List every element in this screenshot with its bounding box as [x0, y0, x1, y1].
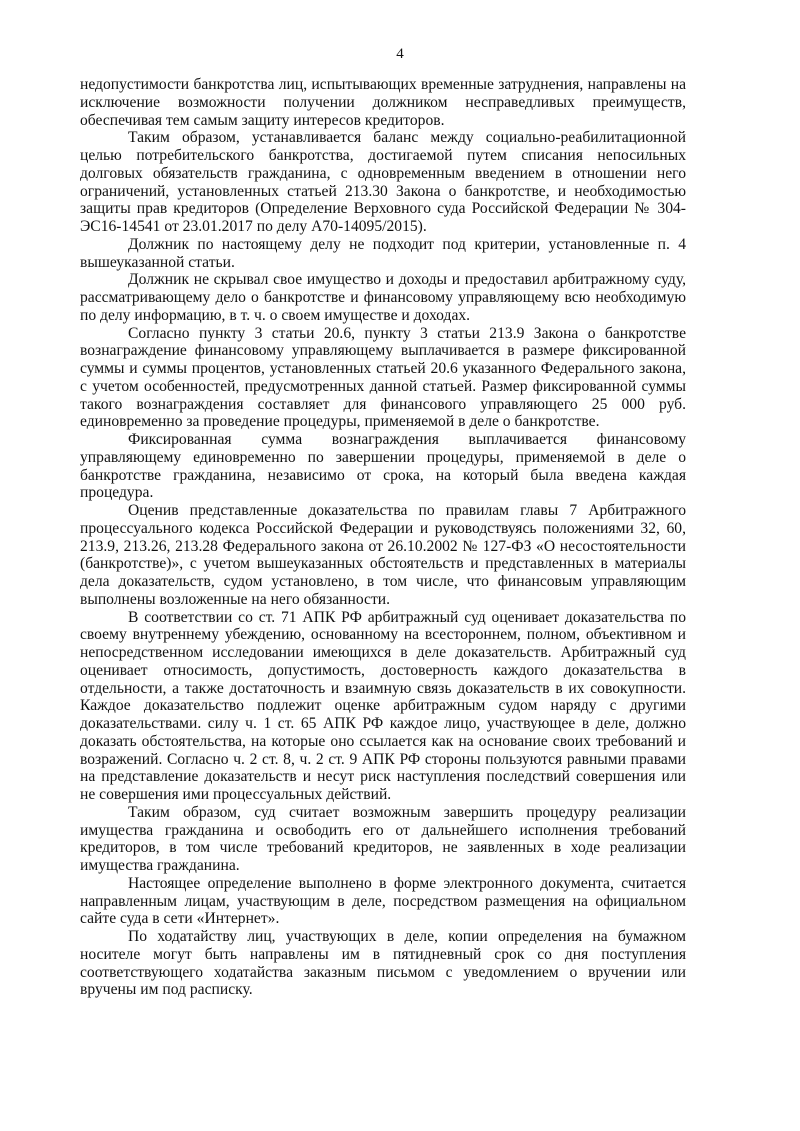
paragraph: Таким образом, устанавливается баланс между социально-реабилитационной целью потребительского банкротства, достигаемой путем списания непосильных долговых обязательств гражданина, с одновременным введением в отношении него ограничений, установленных статьей 213.30 Закона о банкротстве, и необходимостью защиты прав кредиторов (Определение Верховного суда Российской Федерации № 304-ЭС16-14541 от 23.01.2017 по делу А70-14095/2015).	[80, 129, 686, 235]
paragraph: Должник не скрывал свое имущество и доходы и предоставил арбитражному суду, рассматривающему дело о банкротстве и финансовому управляющему всю необходимую по делу информацию, в т. ч. о своем имуществе и доходах.	[80, 271, 686, 324]
paragraph: В соответствии со ст. 71 АПК РФ арбитражный суд оценивает доказательства по своему внутреннему убеждению, основанному на всестороннем, полном, объективном и непосредственном исследовании имеющихся в деле доказательств. Арбитражный суд оценивает относимость, допустимость, достоверность каждого доказательства в отдельности, а также достаточность и взаимную связь доказательств в их совокупности. Каждое доказательство подлежит оценке арбитражным судом наряду с другими доказательствами. силу ч. 1 ст. 65 АПК РФ каждое лицо, участвующее в деле, должно доказать обстоятельства, на которые оно ссылается как на основание своих требований и возражений. Согласно ч. 2 ст. 8, ч. 2 ст. 9 АПК РФ стороны пользуются равными правами на представление доказательств и несут риск наступления последствий совершения или не совершения ими процессуальных действий.	[80, 608, 686, 803]
paragraph: Таким образом, суд считает возможным завершить процедуру реализации имущества гражданина и освободить его от дальнейшего исполнения требований кредиторов, в том числе требований кредиторов, не заявленных в ходе реализации имущества гражданина.	[80, 803, 686, 874]
paragraph: Настоящее определение выполнено в форме электронного документа, считается направленным лицам, участвующим в деле, посредством размещения на официальном сайте суда в сети «Интернет».	[80, 874, 686, 928]
page-number: 4	[396, 46, 404, 62]
paragraph: Фиксированная сумма вознаграждения выплачивается финансовому управляющему единовременно по завершении процедуры, применяемой в деле о банкротстве гражданина, независимо от срока, на который была введена каждая процедура.	[80, 431, 686, 502]
paragraph: По ходатайству лиц, участвующих в деле, копии определения на бумажном носителе могут быть направлены им в пятидневный срок со дня поступления соответствующего ходатайства заказным письмом с уведомлением о вручении или вручены им под расписку.	[80, 928, 686, 999]
document-body	[80, 76, 686, 999]
paragraph: Оценив представленные доказательства по правилам главы 7 Арбитражного процессуального кодекса Российской Федерации и руководствуясь положениями 32, 60, 213.9, 213.26, 213.28 Федерального закона от 26.10.2002 № 127-ФЗ «О несостоятельности (банкротстве)», с учетом вышеуказанных обстоятельств и представленных в материалы дела доказательств, судом установлено, в том числе, что финансовым управляющим выполнены возложенные на него обязанности.	[80, 502, 686, 608]
paragraph-continuation: недопустимости банкротства лиц, испытывающих временные затруднения, направлены на исключение возможности получении должником несправедливых преимуществ, обеспечивая тем самым защиту интересов кредиторов.	[80, 76, 686, 129]
paragraph: Согласно пункту 3 статьи 20.6, пункту 3 статьи 213.9 Закона о банкротстве вознаграждение финансовому управляющему выплачивается в размере фиксированной суммы и суммы процентов, установленных статьей 20.6 указанного Федерального закона, с учетом особенностей, предусмотренных данной статьей. Размер фиксированной суммы такого вознаграждения составляет для финансового управляющего 25 000 руб. единовременно за проведение процедуры, применяемой в деле о банкротстве.	[80, 324, 686, 431]
paragraph: Должник по настоящему делу не подходит под критерии, установленные п. 4 вышеуказанной статьи.	[80, 235, 686, 271]
